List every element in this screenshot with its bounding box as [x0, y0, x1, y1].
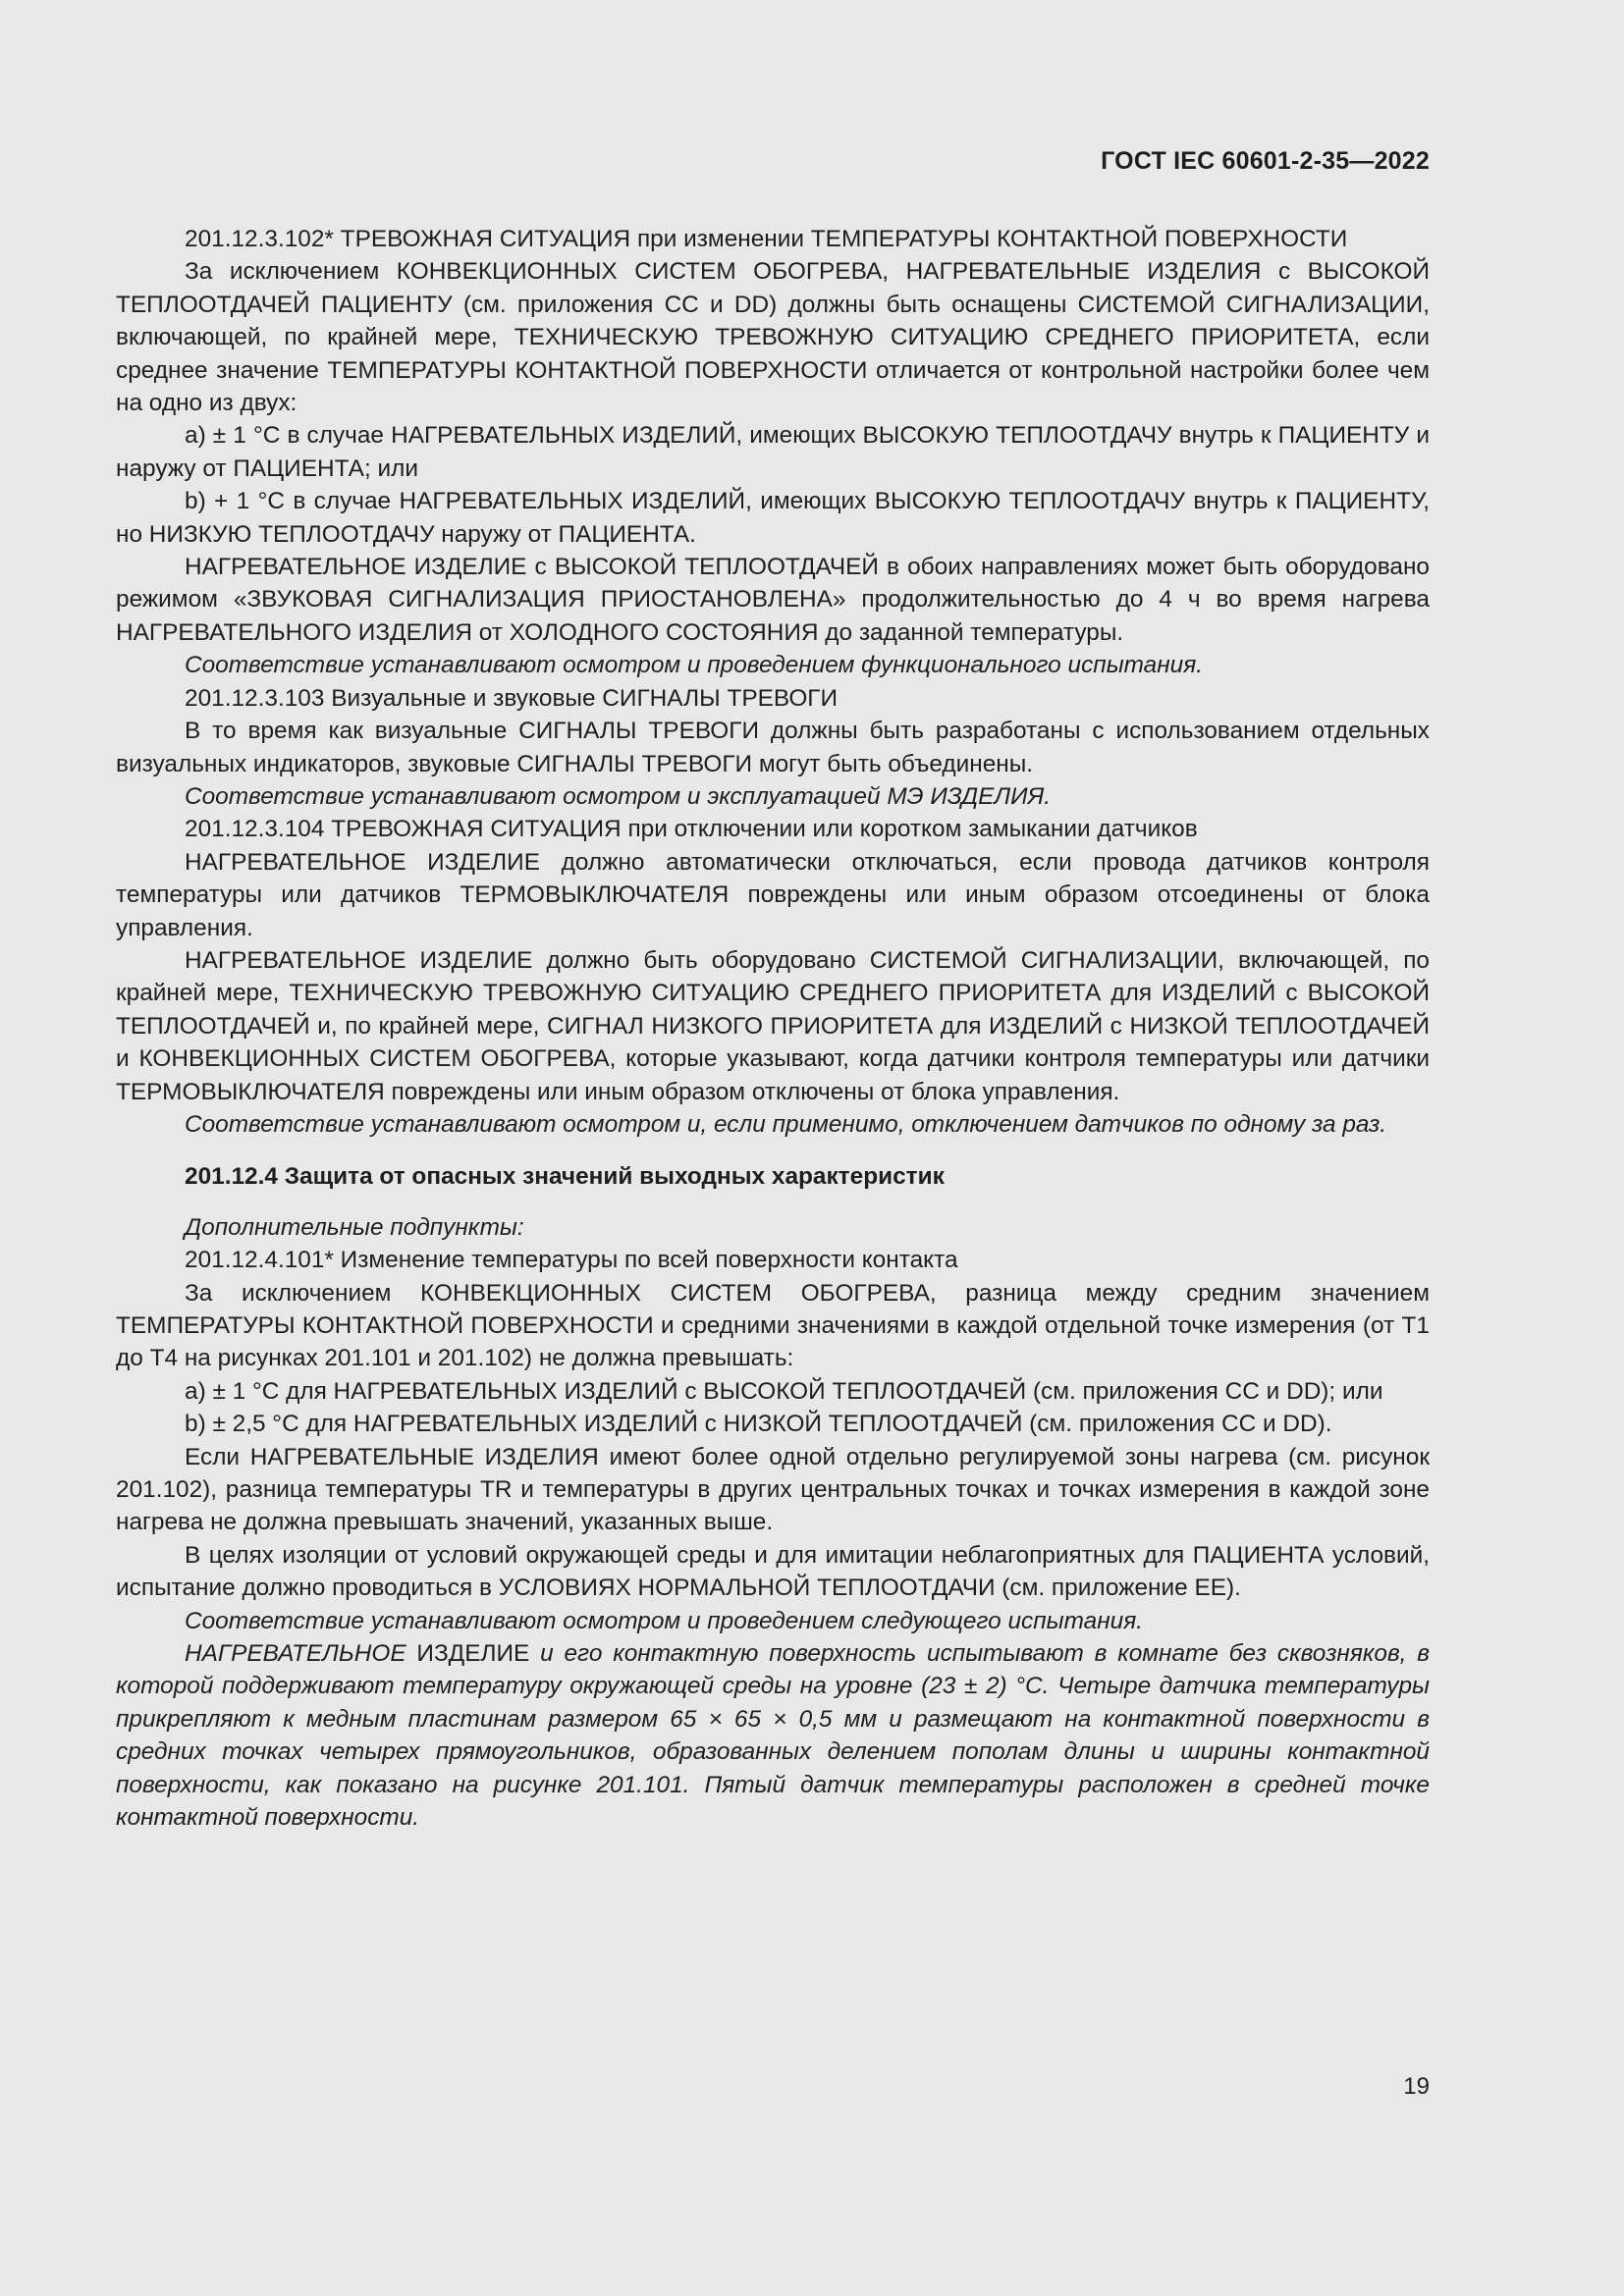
clause-201-12-3-104-title: 201.12.3.104 ТРЕВОЖНАЯ СИТУАЦИЯ при отключении или коротком замыкании датчиков [185, 816, 1198, 843]
paragraph: В целях изоляции от условий окружающей среды и для имитации неблагоприятных для ПАЦИЕНТА условий, испытание должно проводиться в УСЛОВИЯХ НОРМАЛЬНОЙ ТЕПЛООТДАЧИ (см. приложение ЕЕ). [116, 1541, 1430, 1602]
clause-201-12-4-101-title: 201.12.4.101* Изменение температуры по всей поверхности контакта [185, 1247, 958, 1274]
list-item-b: b) + 1 °С в случае НАГРЕВАТЕЛЬНЫХ ИЗДЕЛИЙ, имеющих ВЫСОКУЮ ТЕПЛООТДАЧУ внутрь к ПАЦИЕНТУ, но НИЗКУЮ ТЕПЛООТДАЧУ наружу от ПАЦИЕНТА. [116, 488, 1430, 548]
page-number: 19 [1403, 2073, 1430, 2100]
compliance-note: Соответствие устанавливают осмотром и проведением функционального испытания. [185, 652, 1204, 679]
test-procedure-paragraph [116, 1637, 1430, 1834]
test-procedure-term-1: НАГРЕВАТЕЛЬНОЕ [185, 1640, 406, 1668]
document-body [116, 223, 1430, 1835]
compliance-note: Соответствие устанавливают осмотром и, если применимо, отключением датчиков по одному за раз. [185, 1110, 1387, 1138]
list-item-a: a) ± 1 °С в случае НАГРЕВАТЕЛЬНЫХ ИЗДЕЛИЙ, имеющих ВЫСОКУЮ ТЕПЛООТДАЧУ внутрь к ПАЦИЕНТУ и наружу от ПАЦИЕНТА; или [116, 422, 1430, 482]
paragraph: Если НАГРЕВАТЕЛЬНЫЕ ИЗДЕЛИЯ имеют более одной отдельно регулируемой зоны нагрева (см. рисунок 201.102), разница температуры TR и температуры в других центральных точках и точках измерения в каждой зоне нагрева не должна превышать значений, указанных выше. [116, 1443, 1430, 1536]
clause-201-12-3-102-title: 201.12.3.102* ТРЕВОЖНАЯ СИТУАЦИЯ при изменении ТЕМПЕРАТУРЫ КОНТАКТНОЙ ПОВЕРХНОСТИ [185, 226, 1348, 252]
test-procedure-term-2: ИЗДЕЛИЕ [416, 1640, 530, 1668]
list-item-a: a) ± 1 °С для НАГРЕВАТЕЛЬНЫХ ИЗДЕЛИЙ с ВЫСОКОЙ ТЕПЛООТДАЧЕЙ (см. приложения CC и DD); или [185, 1377, 1383, 1405]
test-procedure-text: и его контактную поверхность испытывают в комнате без сквозняков, в которой поддерживают температуру окружающей среды на уровне (23 ± 2) °С. Четыре датчика температуры прикрепляют к медным пластинам размером 65 × 65 × 0,5 мм и размещают на контактной поверхности в средних точках четырех прямоугольников, образованных делением пополам длины и ширины контактной поверхности, как показано на рисунке 201.101. Пятый датчик температуры расположен в средней точке контактной поверхности. [116, 1640, 1431, 1832]
paragraph: НАГРЕВАТЕЛЬНОЕ ИЗДЕЛИЕ должно автоматически отключаться, если провода датчиков контроля температуры или датчиков ТЕРМОВЫКЛЮЧАТЕЛЯ повреждены или иным образом отсоединены от блока управления. [116, 848, 1430, 941]
compliance-note: Соответствие устанавливают осмотром и проведением следующего испытания. [185, 1607, 1144, 1634]
paragraph: В то время как визуальные СИГНАЛЫ ТРЕВОГИ должны быть разработаны с использованием отдельных визуальных индикаторов, звуковые СИГНАЛЫ ТРЕВОГИ могут быть объединены. [116, 718, 1430, 777]
section-heading-201-12-4: 201.12.4 Защита от опасных значений выходных характеристик [185, 1163, 945, 1191]
paragraph: За исключением КОНВЕКЦИОННЫХ СИСТЕМ ОБОГРЕВА, НАГРЕВАТЕЛЬНЫЕ ИЗДЕЛИЯ с ВЫСОКОЙ ТЕПЛООТДАЧЕЙ ПАЦИЕНТУ (см. приложения CC и DD) должны быть оснащены СИСТЕМОЙ СИГНАЛИЗАЦИИ, включающей, по крайней мере, ТЕХНИЧЕСКУЮ ТРЕВОЖНУЮ СИТУАЦИЮ СРЕДНЕГО ПРИОРИТЕТА, если среднее значение ТЕМПЕРАТУРЫ КОНТАКТНОЙ ПОВЕРХНОСТИ отличается от контрольной настройки более чем на одно из двух: [116, 258, 1430, 417]
document-header: ГОСТ IEC 60601-2-35—2022 [1101, 147, 1430, 175]
additional-subclauses-label: Дополнительные подпункты: [185, 1213, 524, 1241]
paragraph: За исключением КОНВЕКЦИОННЫХ СИСТЕМ ОБОГРЕВА, разница между средним значением ТЕМПЕРАТУРЫ КОНТАКТНОЙ ПОВЕРХНОСТИ и средними значениями в каждой отдельной точке измерения (от T1 до T4 на рисунках 201.101 и 201.102) не должна превышать: [116, 1279, 1430, 1372]
list-item-b: b) ± 2,5 °С для НАГРЕВАТЕЛЬНЫХ ИЗДЕЛИЙ с НИЗКОЙ ТЕПЛООТДАЧЕЙ (см. приложения CC и DD). [185, 1411, 1332, 1438]
paragraph: НАГРЕВАТЕЛЬНОЕ ИЗДЕЛИЕ с ВЫСОКОЙ ТЕПЛООТДАЧЕЙ в обоих направлениях может быть оборудовано режимом «ЗВУКОВАЯ СИГНАЛИЗАЦИЯ ПРИОСТАНОВЛЕНА» продолжительностью до 4 ч во время нагрева НАГРЕВАТЕЛЬНОГО ИЗДЕЛИЯ от ХОЛОДНОГО СОСТОЯНИЯ до заданной температуры. [116, 554, 1430, 646]
clause-201-12-3-103-title: 201.12.3.103 Визуальные и звуковые СИГНАЛЫ ТРЕВОГИ [185, 684, 839, 712]
compliance-note: Соответствие устанавливают осмотром и эксплуатацией МЭ ИЗДЕЛИЯ. [185, 782, 1051, 810]
paragraph: НАГРЕВАТЕЛЬНОЕ ИЗДЕЛИЕ должно быть оборудовано СИСТЕМОЙ СИГНАЛИЗАЦИИ, включающей, по крайней мере, ТЕХНИЧЕСКУЮ ТРЕВОЖНУЮ СИТУАЦИЮ СРЕДНЕГО ПРИОРИТЕТА для ИЗДЕЛИЙ с ВЫСОКОЙ ТЕПЛООТДАЧЕЙ и, по крайней мере, СИГНАЛ НИЗКОГО ПРИОРИТЕТА для ИЗДЕЛИЙ с НИЗКОЙ ТЕПЛООТДАЧЕЙ и КОНВЕКЦИОННЫХ СИСТЕМ ОБОГРЕВА, которые указывают, когда датчики контроля температуры или датчики ТЕРМОВЫКЛЮЧАТЕЛЯ повреждены или иным образом отключены от блока управления. [116, 946, 1430, 1105]
